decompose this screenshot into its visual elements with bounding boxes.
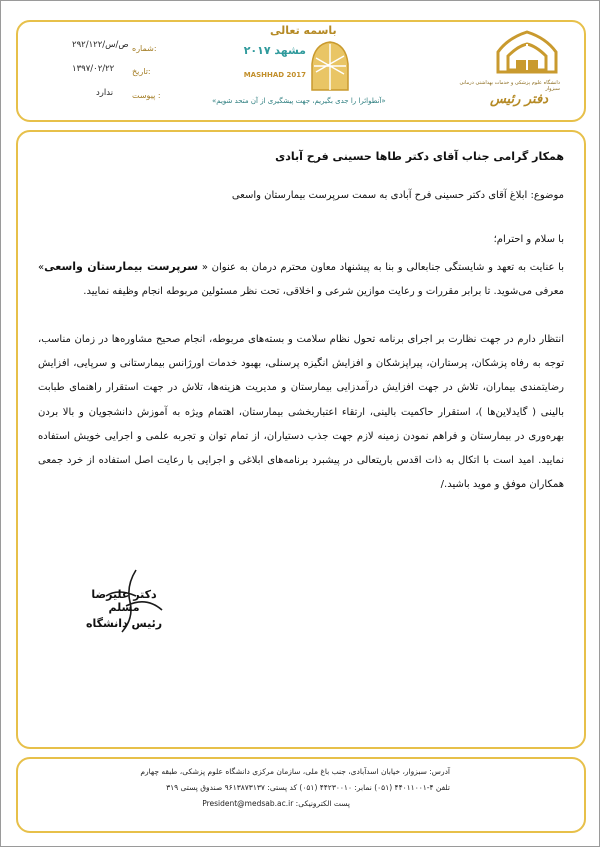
position-title: سرپرست بیمارستان واسعی: [44, 260, 199, 273]
addressee: همکار گرامی جناب آقای دکتر طاها حسینی فرح آبادی: [275, 150, 564, 163]
office-title: دفتر رئیس: [489, 92, 548, 107]
dome-emblem-icon: [306, 38, 354, 94]
attachment-label: پیوست :: [132, 91, 161, 100]
para1-end: » معرفی می‌شوید. تا برابر مقررات و رعایت موازین شرعی و اخلاقی، تحت نظر مسئولین مربوطه انجام وظیفه نمایید.: [38, 262, 564, 298]
signature-block: [76, 588, 172, 630]
university-logo-icon: [494, 28, 560, 76]
signature-name: دکتر علیرضا مسلم: [91, 588, 157, 614]
attachment-value: ندارد: [96, 88, 114, 98]
university-name: دانشگاه علوم پزشکی و خدمات بهداشتی درمانی سبزوار: [459, 80, 560, 92]
mashhad-2017-logo: [240, 44, 306, 79]
date-label: تاریخ:: [132, 67, 151, 76]
signature-title: رئیس دانشگاه: [85, 617, 163, 630]
number-value: ۲۹۲/ص/س/۱۲۲: [72, 40, 129, 50]
paragraph-expectations: انتظار دارم در جهت نظارت بر اجرای برنامه تحول نظام سلامت و بسته‌های مربوطه، انجام صحیح مشاوره‌ها در زمان مناسب، توجه به رفاه پزشکان، پرستاران، پیراپزشکان و افزایش انگیزه پرسنلی، بهبود خدمات اورژانس بیمارستانی و سرپایی، افزایش رضایتمندی بیماران، تلاش در جهت افزایش درآمدزایی بیمارستان و مدیریت هزینه‌ها، تلاش در جهت استقرار راهنمای طبابت بالینی ( گایدلاین‌ها )، استقرار حاکمیت بالینی، ارتقاء اعتباربخشی بیمارستان، اهتمام ویژه به آموزش دانشجویان و بالا بردن بهره‌وری در بیمارستان و فراهم نمودن زمینه لازم جهت جذب دستیاران، از تمام توان و تجربه علمی و اجرایی خویش استفاده نمایید. امید است با اتکال به ذات اقدس باریتعالی در پیشبرد برنامه‌های ابلاغی و اجرایی با رعایت اصل استفاده از خرد جمعی همکاران موفق و موید باشید./: [38, 334, 564, 491]
mashhad-logo-en: MASHHAD 2017: [243, 71, 306, 79]
subject-line: موضوع: ابلاغ آقای دکتر حسینی فرح آبادی به سمت سرپرست بیمارستان واسعی: [231, 190, 564, 201]
footer-email: پست الکترونیکی: President@medsab.ac.ir: [202, 799, 350, 808]
mashhad-logo-text: مشهد ۲۰۱۷: [243, 44, 306, 57]
number-label: شماره:: [132, 44, 157, 53]
basmala: باسمه تعالی: [270, 24, 337, 37]
paragraph-appointment: [38, 255, 564, 304]
para1-start: با عنایت به تعهد و شایستگی جنابعالی و بنا به پیشنهاد معاون محترم درمان به عنوان «: [201, 262, 564, 273]
footer-phones: تلفن ۴-۴۴۰۱۱۰۰۱ (۰۵۱) نمابر: ۴۴۲۳۰۰۱۰ (۰۵۱) کد پستی: ۹۶۱۳۸۷۳۱۳۷ صندوق پستی ۳۱۹: [166, 783, 450, 792]
footer-address: آدرس: سبزوار، خیابان اسدآبادی، جنب باغ ملی، سازمان مرکزی دانشگاه علوم پزشکی، طبقه چهارم: [140, 767, 450, 776]
date-value: ۱۳۹۷/۰۲/۲۲: [72, 64, 115, 74]
slogan: «آنطوائرا را جدی بگیریم، جهت پیشگیری از آن متحد شویم»: [212, 97, 386, 105]
greeting: با سلام و احترام؛: [493, 234, 564, 245]
